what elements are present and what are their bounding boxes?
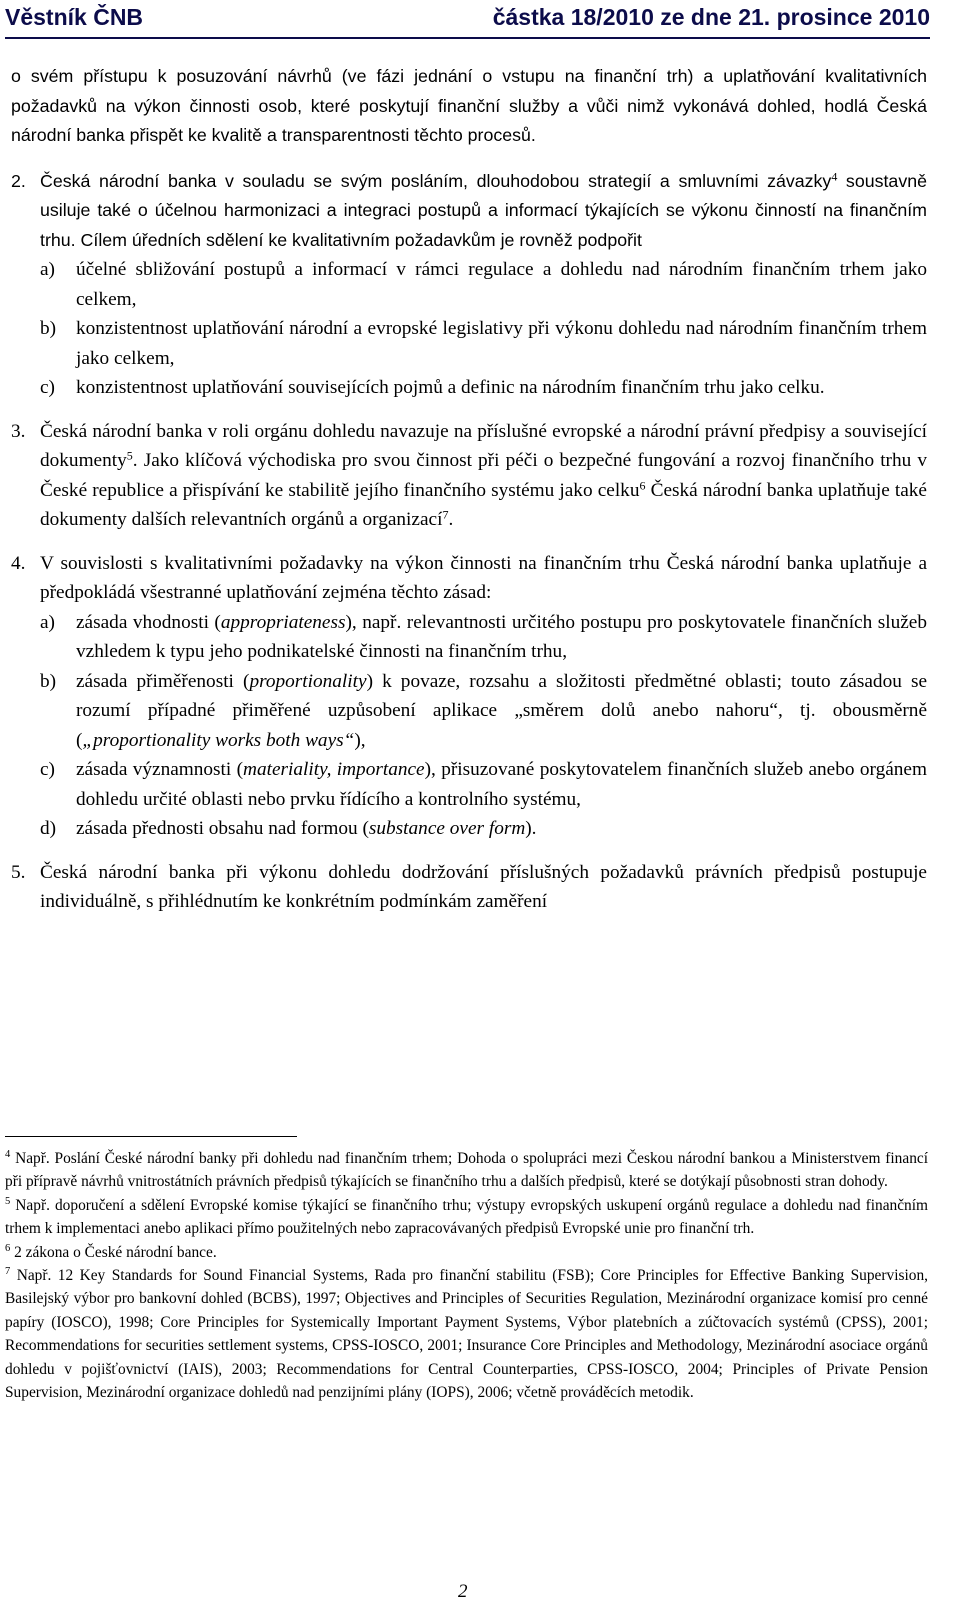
- paragraph-5-text: Česká národní banka při výkonu dohledu dodržování příslušných požadavků právních předpisů postupuje individuálně, s přihlédnutím ke konkrétním podmínkám zaměření: [40, 861, 927, 912]
- paragraph-number: 3.: [11, 420, 26, 442]
- list-item: b) konzistentnost uplatňování národní a evropské legislativy při výkonu dohledu nad národním finančním trhem jako celkem,: [40, 318, 927, 369]
- list-item: d) zásada přednosti obsahu nad formou (substance over form).: [40, 818, 537, 839]
- footnote-ref-5: 5: [126, 448, 133, 463]
- footnote-separator: [5, 1136, 297, 1137]
- paragraph-3: [11, 417, 927, 535]
- footnotes: [5, 1147, 928, 1404]
- paragraph-2: [11, 167, 927, 403]
- intro-paragraph: o svém přístupu k posuzování návrhů (ve fázi jednání o vstupu na finanční trh) a uplatňování kvalitativních požadavků na výkon činnosti osob, které poskytují finanční služby a vůči nimž vykonává dohled, hodlá Česká národní banka přispět ke kvalitě a transparentnosti těchto procesů.: [11, 66, 927, 145]
- list-item: b) zásada přiměřenosti (proportionality) k povaze, rozsahu a složitosti předmětné oblasti; touto zásadou se rozumí případné přiměřené uzpůsobení aplikace „směrem dolů anebo nahoru“, tj. obousměrně („proportionality works both ways“),: [40, 670, 928, 751]
- paragraph-number: 2.: [11, 170, 26, 191]
- journal-title: Věstník ČNB: [5, 4, 144, 30]
- header-rule: [5, 37, 930, 39]
- footnote-7: $^7$ Např. 12 Key Standards for Sound Financial Systems, Rada pro finanční stabilitu (FSB); Core Principles for Effective Banking Supervision, Basilejský výbor pro bankovní dohled (BCBS), 1997; Objectives and Principles of Securities Regulation, Mezinárodní organizace komisí pro cenné papíry (IOSCO), 1998; Core Principles for Systemically Important Payment Systems, Výbor platebních a zúčtovacích systémů (CPSS), 2001; Recommendations for securities settlement systems, CPSS-IOSCO, 2001; Insurance Core Principles and Methodology, Mezinárodní asociace orgánů dohledu v pojišťovnictví (IAIS), 2003; Recommendations for Central Counterparties, CPSS-IOSCO, 2004; Principles of Private Pension Supervision, Mezinárodní organizace dohledů nad penzijními plány (IOPS), 2006; včetně prováděcích metodik.: [5, 1266, 928, 1402]
- footnote-ref-4: 4: [831, 168, 838, 183]
- footnote-6: $^6$ 2 zákona o České národní bance.: [5, 1242, 217, 1261]
- paragraph-2-text: Česká národní banka v souladu se svým posláním, dlouhodobou strategií a smluvními závazky$^4$ soustavně usiluje také o účelnou harmonizaci a integraci postupů a informací týkajících se výkonu činností na finančním trhu. Cílem úředních sdělení ke kvalitativním požadavkům je rovněž podpořit: [40, 168, 927, 250]
- footnote-ref-6: 6: [639, 477, 646, 492]
- issue-info: částka 18/2010 ze dne 21. prosince 2010: [492, 4, 930, 30]
- list-item: a) účelné sbližování postupů a informací v rámci regulace a dohledu nad národním finančním trhem jako celkem,: [40, 259, 927, 310]
- list-item: c) konzistentnost uplatňování souvisejících pojmů a definic na národním finančním trhu jako celku.: [40, 377, 825, 398]
- main-content: [11, 62, 927, 917]
- paragraph-number: 5.: [11, 861, 26, 883]
- footnote-4: $^4$ Např. Poslání České národní banky při dohledu nad finančním trhem; Dohoda o spolupráci mezi Českou národní bankou a Ministerstvem financí při přípravě návrhů vnitrostátních právních předpisů týkajících se finančního trhu a dalších předpisů, které se dotýkají působnosti stran dohody.: [5, 1149, 928, 1191]
- paragraph-5: [11, 858, 927, 917]
- footnote-ref-7: 7: [442, 507, 449, 522]
- footnote-5: $^5$ Např. doporučení a sdělení Evropské komise týkající se finančního trhu; výstupy evropských uskupení orgánů regulace a dohledu nad finančním trhem k implementaci anebo aplikaci přímo použitelných nebo zapracovávaných předpisů Evropské unie pro finanční trh.: [5, 1196, 928, 1238]
- page-number: 2: [458, 1581, 468, 1602]
- paragraph-4-intro: V souvislosti s kvalitativními požadavky na výkon činnosti na finančním trhu Česká národní banka uplatňuje a předpokládá všestranné uplatňování zejména těchto zásad:: [40, 552, 927, 603]
- paragraph-number: 4.: [11, 552, 26, 574]
- paragraph-3-text: Česká národní banka v roli orgánu dohledu navazuje na příslušné evropské a národní právní předpisy a související dokumenty$^5$. Jako klíčová východiska pro svou činnost při péči o bezpečné fungování a rozvoj finančního trhu v České republice a přispívání ke stabilitě jejího finančního systému jako celku$^6$ Česká národní banka uplatňuje také dokumenty dalších relevantních orgánů a organizací$^7$.: [40, 420, 927, 530]
- list-item: c) zásada významnosti (materiality, importance), přisuzované poskytovatelem finančních služeb anebo orgánem dohledu určité oblasti nebo prvku řídícího a kontrolního systému,: [40, 759, 927, 810]
- page-header: [5, 4, 930, 40]
- list-item: a) zásada vhodnosti (appropriateness), např. relevantnosti určitého postupu pro poskytovatele finančních služeb vzhledem k typu jeho podnikatelské činnosti na finančním trhu,: [40, 611, 928, 662]
- paragraph-4: [11, 549, 927, 844]
